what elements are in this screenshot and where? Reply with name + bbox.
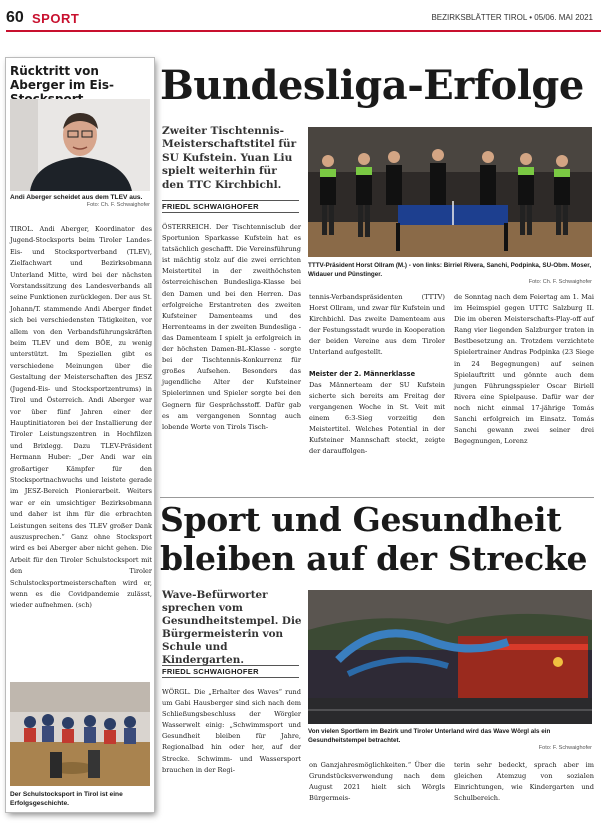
section-label: SPORT (32, 11, 80, 26)
headline-bundesliga: Bundesliga-Erfolge (160, 62, 584, 109)
aberger-portrait-photo (10, 99, 150, 191)
publication-line: BEZIRKSBLÄTTER TIROL • 05/06. MAI 2021 (431, 13, 593, 22)
article2-column-2: on Ganzjahresmöglichkeiten.“ Über die Grundstücksverwendung nach dem August 2021 hielt sich Wörgls Bürgermeis- (309, 761, 445, 803)
article1-column-2: tennis-Verbandspräsidenten (TTTV) Horst Ollram, und zwar für Kufstein und Kirchbichl. Das zweite Damenteam aus der Festungsstadt wurde in Kooperation der beiden Vereine aus dem Tiroler Unterland aufgestellt. Meister der 2. Männerklasse Das Männerteam der SU Kufstein sicherte sich bereits am Freitag der vergangenen Woche in St. Veit mit einem 6:3-Sieg vorzeitig den Meistertitel. Welches Potential in der Kufsteiner Mannschaft steckt, zeigte der darauffolgen- (309, 293, 445, 456)
article1-column-3: de Sonntag nach dem Feiertag am 1. Mai im Heimspiel gegen UTTC Salzburg II. Die im oberen Meisterschafts-Play-off auf Rang vier liegenden Salzburger traten in Bestbesetzung an. Trotzdem verzichtete Spielertrainer Andras Podpinka (23 Siege in 24 Begegnungen) auf seinen Spielauftritt und gönnte auch dem jungen Führungsspieler Oscar Biriell Rivera eine Spielpause. Dafür war der noch nicht einmal 17-jährige Tomás Sanchi erfolgreich im Einsatz. Tomás Sanchi gewann zwei seiner drei Begegnungen, Lorenz (454, 293, 594, 446)
article2-photo-caption: Von vielen Sportlern im Bezirk und Tiroler Unterland wird das Wave Wörgl als ein Gesundheitstempel betrachtet. Foto: F. Schwaighofer (308, 728, 592, 751)
article2-photo-credit: Foto: F. Schwaighofer (538, 745, 592, 751)
sidebar-body-text: TIROL. Andi Aberger, Koordinator des Jugend-Stocksports beim Tiroler Landes-Eis- und Stocksportverband (TLEV), Zielfachwart und Bezirksobmann Unterland Mitte, wird bei der nächsten Vorstandssitzung des Landesverbands all seine Funktionen zurücklegen. Der aus St. Johann/T. stammende Andi Aberger findet sich bei verschiedensten Tätigkeiten, vor allem von den Verbandsführungskräften beim TLEV und dem BÖE, zu wenig unterstützt. Im Speziellen gibt es verschiedene Meinungen über die Gestaltung der Meisterschaften des JESZ (Jugend-Eis- und Stocksportzentrums) in Tirol und Österreich. Andi Aberger war vor über fünf Jahren einer der Hauptinitiatoren bei der Installierung der Tiroler Leistungszentren in Hochfilzen und Brixlegg. Dazu TLEV-Präsident Hermann Huber: „Der Andi war ein großartiger Kämpfer für den Stocksportnachwuchs und leistete gerade im JESZ-Bereich Pionierarbeit. Weiters war er ein umsichtiger Bezirksobmann und daher ist ihm für die erbrachten Leistungen seitens des TLEV großer Dank auszusprechen.“ Ganz ohne Stocksport wird es bei Aberger aber nicht gehen. Die Arbeit für den Tiroler Schulstocksport mit den Tiroler Schulstocksportmeisterschaften wird er, wenn es die Covidpandemie zulässt, wieder aufnehmen. (sch) (10, 225, 152, 610)
page-number: 60 (6, 9, 24, 26)
sidebar-photo-credit: Foto: Ch. F. Schwaighofer (86, 202, 150, 208)
article1-photo-caption: TTTV-Präsident Horst Ollram (M.) - von links: Birriel Rivera, Sanchi, Podpinka, SU-Obm. Moser, Widauer und Pünstinger. Foto: Ch. F. Schwaighofer (308, 262, 592, 285)
article1-subhead: Meister der 2. Männerklasse (309, 369, 416, 378)
article1-photo-credit: Foto: Ch. F. Schwaighofer (528, 279, 592, 285)
sidebar-title: Rücktritt von Aberger im Eis- (10, 64, 114, 92)
school-stocksport-photo (10, 682, 150, 786)
article1-column-1: ÖSTERREICH. Der Tischtennisclub der Sportunion Sparkasse Kufstein hat es tatsächlich geschafft. Die Vereinsführung ist mächtig stolz auf die zwei errichten Meistertitel in der zweithöchsten österreichischen Bundesliga-Klasse bei den Damen und bei den Herren. Das erfolgreiche Erstantreten des zweiten Kufsteiner Damenteams und des Herrenteams in der zweiten Bundesliga - das Damenteam I spielt ja erfolgreich in der höchsten Damen-BL-Klasse - sorgte bei der Tischtennis-Konkurrenz für großes Aufsehen. Besonders das jugendliche Alter der Kufsteiner Spielerinnen und Spieler sorgte bei den Gegnern für Gesprächsstoff. Dafür gab es am vergangenen Sonntag auch lobende Worte von Tirols Tisch- (162, 223, 301, 431)
article2-kicker: Wave-Befürworter sprechen vom Gesundheitstempel. Die Bürgermeisterin von Schule und Kindergarten. (162, 589, 302, 666)
wave-woergl-photo (308, 590, 592, 724)
article2-byline: FRIEDL SCHWAIGHOFER (162, 665, 299, 678)
article-divider (160, 497, 594, 498)
sidebar-photo-caption: Andi Aberger scheidet aus dem TLEV aus. Foto: Ch. F. Schwaighofer (10, 194, 150, 208)
header-rule (6, 30, 601, 32)
article2-column-1: WÖRGL. Die „Erhalter des Waves“ rund um Gabi Hausberger sind sich nach dem Schließungsbeschluss der Wörgler Wasserwelt einig: „Schwimmsport und Gesundheit bleiben für Jahre, Regionalbad hin oder her, auf der Strecke. Schwimm- und Wassersport brauchen in der Regi- (162, 688, 301, 774)
article1-kicker: Zweiter Tischtennis-Meisterschaftstitel für SU Kufstein. Yuan Liu spielt weiterhin für den TTC Kirchbichl. (162, 125, 297, 191)
article1-byline: FRIEDL SCHWAIGHOFER (162, 200, 299, 213)
headline-sport-gesundheit: Sport und Gesundheit bleiben auf der Strecke (160, 500, 588, 578)
sidebar-photo2-caption: Der Schulstocksport in Tirol ist eine Erfolgsgeschichte. (10, 791, 123, 807)
table-tennis-team-photo (308, 127, 592, 257)
article2-column-3: terin sehr bedeckt, sprach aber im gleichen Atemzug von sozialen Einrichtungen, wie Kindergarten und Schulbereich. (454, 761, 594, 803)
